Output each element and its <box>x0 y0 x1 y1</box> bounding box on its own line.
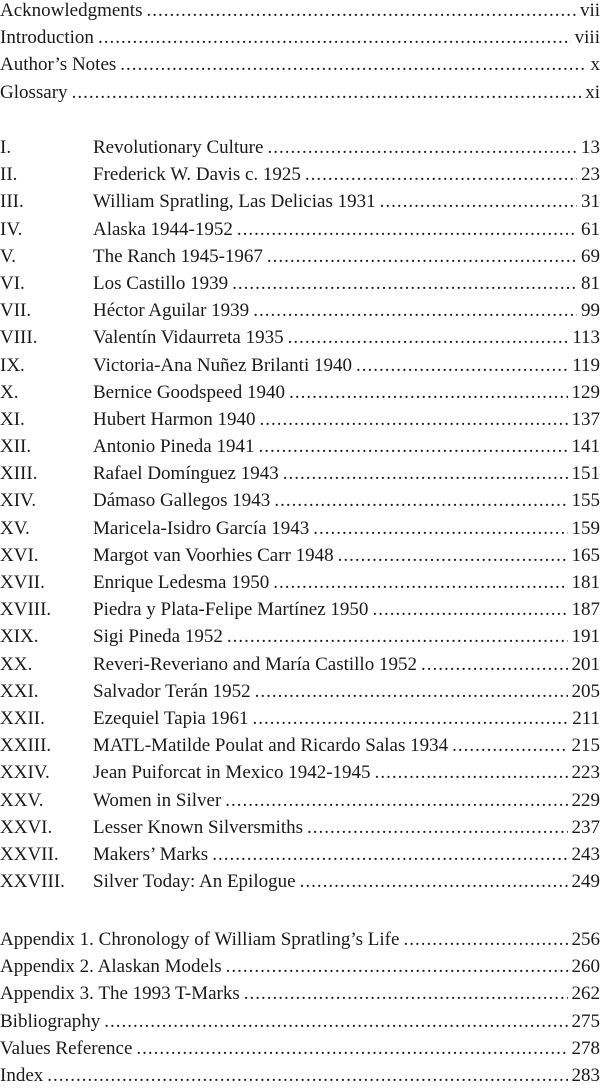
dot-leader <box>227 623 568 650</box>
chapter-number: VI. <box>0 270 93 297</box>
toc-entry <box>0 51 600 78</box>
toc-entry <box>0 460 600 487</box>
page-number: xi <box>585 79 600 106</box>
page-number: 237 <box>572 814 600 841</box>
chapter-number: VIII. <box>0 324 93 351</box>
page-number: 191 <box>572 623 600 650</box>
chapter-number: X. <box>0 379 93 406</box>
page-number: 229 <box>572 787 600 814</box>
dot-leader <box>253 705 569 732</box>
dot-leader <box>260 406 568 433</box>
chapter-number: I. <box>0 134 93 161</box>
entry-title: Los Castillo 1939 <box>93 270 228 297</box>
dot-leader <box>244 980 568 1007</box>
dot-leader <box>226 953 568 980</box>
entry-title: Values Reference <box>0 1035 132 1062</box>
chapter-number: IV. <box>0 216 93 243</box>
toc-entry <box>0 759 600 786</box>
page-number: 119 <box>572 352 600 379</box>
entry-title: Glossary <box>0 79 68 106</box>
page-number: 137 <box>572 406 600 433</box>
dot-leader <box>267 243 577 270</box>
page-number: 187 <box>572 596 600 623</box>
page-number: 81 <box>581 270 600 297</box>
entry-title: Women in Silver <box>93 787 221 814</box>
page-number: 99 <box>581 297 600 324</box>
dot-leader <box>253 297 577 324</box>
toc-entry <box>0 24 600 51</box>
page-number: viii <box>575 24 600 51</box>
entry-title: Revolutionary Culture <box>93 134 263 161</box>
chapter-number: IX. <box>0 352 93 379</box>
toc-entry <box>0 732 600 759</box>
toc-entry <box>0 787 600 814</box>
entry-title: Frederick W. Davis c. 1925 <box>93 161 301 188</box>
toc-entry <box>0 515 600 542</box>
page-number: 275 <box>572 1008 600 1035</box>
entry-title: Valentín Vidaurreta 1935 <box>93 324 284 351</box>
chapter-number: II. <box>0 161 93 188</box>
chapter-number: XXVII. <box>0 841 93 868</box>
chapter-number: XXVIII. <box>0 868 93 895</box>
dot-leader <box>232 270 577 297</box>
toc-entry <box>0 270 600 297</box>
dot-leader <box>136 1035 567 1062</box>
entry-title: Appendix 1. Chronology of William Spratling’s Life <box>0 926 399 953</box>
dot-leader <box>307 814 567 841</box>
toc-entry <box>0 980 600 1007</box>
toc-entry <box>0 1008 600 1035</box>
chapter-number: XI. <box>0 406 93 433</box>
page-number: 215 <box>572 732 600 759</box>
toc-entry <box>0 841 600 868</box>
dot-leader <box>421 651 568 678</box>
entry-title: Héctor Aguilar 1939 <box>93 297 249 324</box>
page-number: 165 <box>572 542 600 569</box>
page-number: 113 <box>572 324 600 351</box>
toc-entry <box>0 705 600 732</box>
front-matter-list <box>0 0 600 106</box>
chapter-number: XVII. <box>0 569 93 596</box>
dot-leader <box>283 460 568 487</box>
dot-leader <box>146 0 575 24</box>
toc-entry <box>0 161 600 188</box>
page-number: 31 <box>581 188 600 215</box>
entry-title: Bernice Goodspeed 1940 <box>93 379 285 406</box>
chapter-number: III. <box>0 188 93 215</box>
entry-title: Index <box>0 1062 43 1089</box>
entry-title: Reveri-Reveriano and María Castillo 1952 <box>93 651 417 678</box>
page-number: x <box>591 51 600 78</box>
dot-leader <box>375 759 568 786</box>
page-number: 69 <box>581 243 600 270</box>
chapter-number: XVIII. <box>0 596 93 623</box>
entry-title: Enrique Ledesma 1950 <box>93 569 269 596</box>
entry-title: Appendix 3. The 1993 T-Marks <box>0 980 240 1007</box>
entry-title: Author’s Notes <box>0 51 116 78</box>
page-number: vii <box>580 0 600 24</box>
dot-leader <box>452 732 567 759</box>
entry-title: Dámaso Gallegos 1943 <box>93 487 270 514</box>
toc-entry <box>0 814 600 841</box>
dot-leader <box>47 1062 567 1089</box>
toc-entry <box>0 651 600 678</box>
dot-leader <box>288 324 569 351</box>
entry-title: Makers’ Marks <box>93 841 208 868</box>
toc-entry <box>0 433 600 460</box>
entry-title: Appendix 2. Alaskan Models <box>0 953 222 980</box>
page-number: 205 <box>572 678 600 705</box>
chapter-number: XXIII. <box>0 732 93 759</box>
dot-leader <box>237 216 577 243</box>
page-number: 129 <box>572 379 600 406</box>
chapter-number: XXII. <box>0 705 93 732</box>
toc-entry <box>0 216 600 243</box>
entry-title: Jean Puiforcat in Mexico 1942-1945 <box>93 759 371 786</box>
dot-leader <box>259 433 568 460</box>
entry-title: Sigi Pineda 1952 <box>93 623 223 650</box>
page-number: 211 <box>572 705 600 732</box>
page-number: 141 <box>572 433 600 460</box>
chapter-number: XXV. <box>0 787 93 814</box>
entry-title: Hubert Harmon 1940 <box>93 406 256 433</box>
page-number: 13 <box>581 134 600 161</box>
dot-leader <box>380 188 577 215</box>
toc-entry <box>0 352 600 379</box>
page-number: 249 <box>572 868 600 895</box>
dot-leader <box>372 596 567 623</box>
dot-leader <box>212 841 567 868</box>
dot-leader <box>72 79 582 106</box>
entry-title: Lesser Known Silversmiths <box>93 814 303 841</box>
chapter-number: XV. <box>0 515 93 542</box>
page-number: 223 <box>572 759 600 786</box>
entry-title: Silver Today: An Epilogue <box>93 868 296 895</box>
dot-leader <box>120 51 586 78</box>
entry-title: Margot van Voorhies Carr 1948 <box>93 542 334 569</box>
chapter-number: XXI. <box>0 678 93 705</box>
dot-leader <box>274 487 567 514</box>
toc-entry <box>0 926 600 953</box>
toc-entry <box>0 542 600 569</box>
back-matter-list <box>0 926 600 1089</box>
dot-leader <box>313 515 567 542</box>
toc-entry <box>0 0 600 24</box>
dot-leader <box>403 926 567 953</box>
toc-entry <box>0 243 600 270</box>
page-number: 23 <box>581 161 600 188</box>
page-number: 262 <box>572 980 600 1007</box>
dot-leader <box>225 787 567 814</box>
entry-title: The Ranch 1945-1967 <box>93 243 263 270</box>
dot-leader <box>300 868 568 895</box>
page-number: 151 <box>572 460 600 487</box>
dot-leader <box>267 134 577 161</box>
toc-entry <box>0 324 600 351</box>
chapter-number: XIII. <box>0 460 93 487</box>
toc-entry <box>0 79 600 106</box>
chapter-number: XX. <box>0 651 93 678</box>
entry-title: William Spratling, Las Delicias 1931 <box>93 188 376 215</box>
page-number: 260 <box>572 953 600 980</box>
page-number: 256 <box>572 926 600 953</box>
entry-title: Bibliography <box>0 1008 100 1035</box>
entry-title: Alaska 1944-1952 <box>93 216 233 243</box>
page-number: 243 <box>572 841 600 868</box>
entry-title: Victoria-Ana Nuñez Brilanti 1940 <box>93 352 352 379</box>
toc-entry <box>0 569 600 596</box>
dot-leader <box>98 24 571 51</box>
toc-entry <box>0 596 600 623</box>
dot-leader <box>356 352 568 379</box>
toc-entry <box>0 134 600 161</box>
chapter-number: XVI. <box>0 542 93 569</box>
toc-entry <box>0 188 600 215</box>
page-number: 181 <box>572 569 600 596</box>
toc-entry <box>0 1062 600 1089</box>
chapter-number: XIX. <box>0 623 93 650</box>
entry-title: Antonio Pineda 1941 <box>93 433 255 460</box>
chapter-number: VII. <box>0 297 93 324</box>
toc-entry <box>0 1035 600 1062</box>
toc-entry <box>0 297 600 324</box>
page-number: 283 <box>572 1062 600 1089</box>
toc-entry <box>0 406 600 433</box>
dot-leader <box>104 1008 567 1035</box>
entry-title: Acknowledgments <box>0 0 142 24</box>
page-number: 201 <box>572 651 600 678</box>
toc-entry <box>0 379 600 406</box>
entry-title: Introduction <box>0 24 94 51</box>
chapter-number: V. <box>0 243 93 270</box>
page-number: 278 <box>572 1035 600 1062</box>
dot-leader <box>255 678 568 705</box>
entry-title: MATL-Matilde Poulat and Ricardo Salas 1934 <box>93 732 448 759</box>
chapter-list <box>0 134 600 895</box>
chapter-number: XIV. <box>0 487 93 514</box>
toc-entry <box>0 623 600 650</box>
page-number: 159 <box>572 515 600 542</box>
entry-title: Salvador Terán 1952 <box>93 678 251 705</box>
entry-title: Rafael Domínguez 1943 <box>93 460 279 487</box>
toc-entry <box>0 678 600 705</box>
chapter-number: XII. <box>0 433 93 460</box>
dot-leader <box>305 161 577 188</box>
dot-leader <box>289 379 567 406</box>
dot-leader <box>273 569 567 596</box>
toc-entry <box>0 487 600 514</box>
toc-entry <box>0 953 600 980</box>
chapter-number: XXIV. <box>0 759 93 786</box>
toc-entry <box>0 868 600 895</box>
page-number: 155 <box>572 487 600 514</box>
entry-title: Maricela-Isidro García 1943 <box>93 515 309 542</box>
entry-title: Ezequiel Tapia 1961 <box>93 705 249 732</box>
dot-leader <box>338 542 568 569</box>
entry-title: Piedra y Plata-Felipe Martínez 1950 <box>93 596 368 623</box>
chapter-number: XXVI. <box>0 814 93 841</box>
page-number: 61 <box>581 216 600 243</box>
